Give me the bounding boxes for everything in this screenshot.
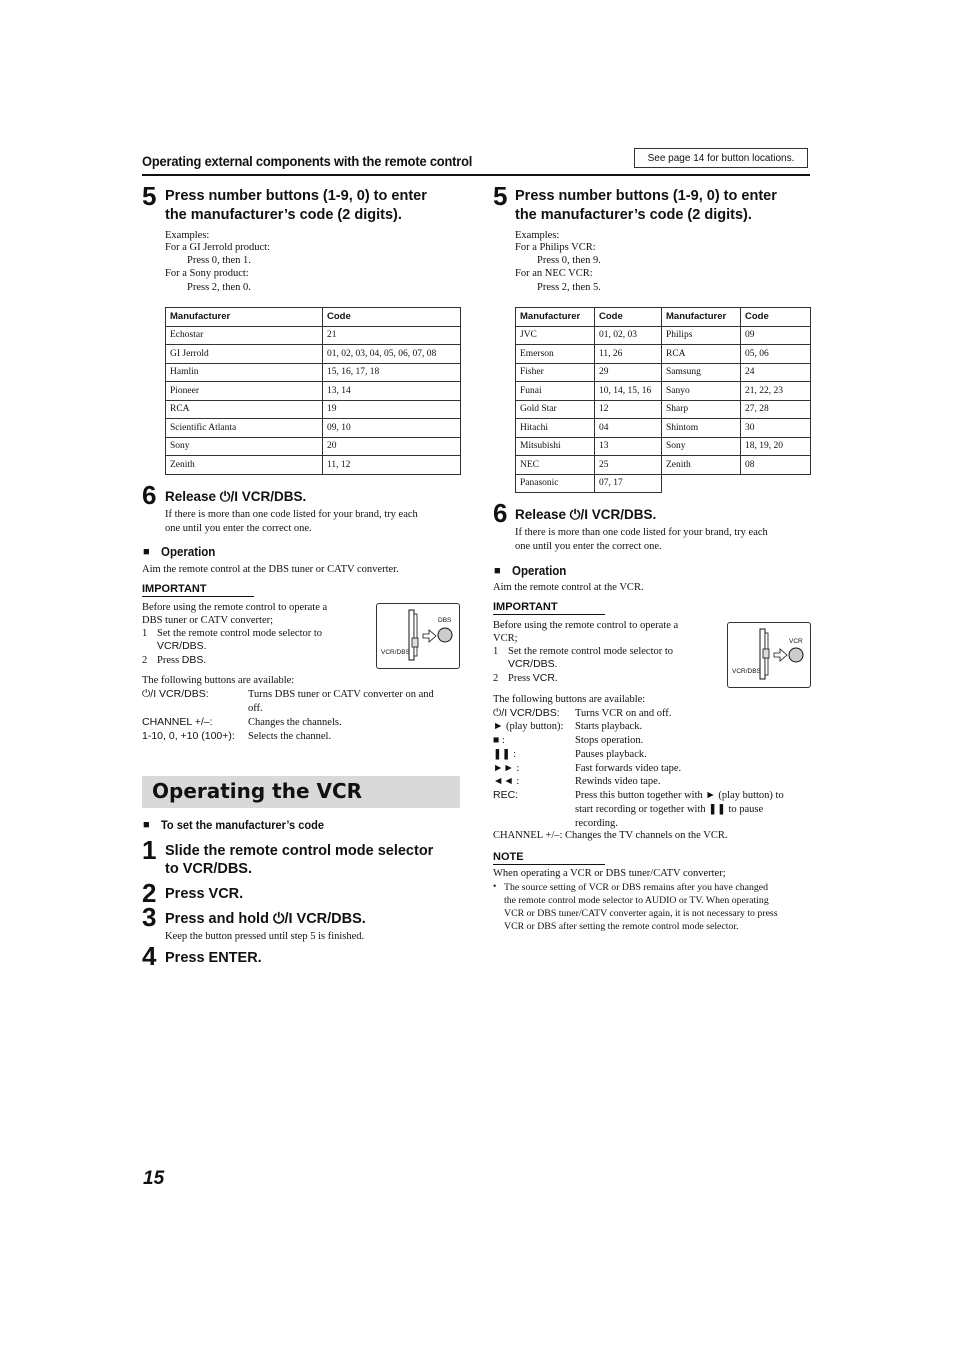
left-step6-number: 6 xyxy=(142,480,157,510)
right-important-step1-num: 1 xyxy=(493,646,499,657)
step2-text: Press VCR. xyxy=(165,886,244,902)
table-cell: 09 xyxy=(741,326,811,345)
table-cell: Echostar xyxy=(166,326,323,345)
left-step6-desc2: one until you enter the correct one. xyxy=(165,523,312,534)
table-row xyxy=(166,382,461,401)
diagram-mode-label: DBS xyxy=(438,617,452,624)
table-cell: 01, 02, 03 xyxy=(595,326,662,345)
table-row xyxy=(166,437,461,456)
left-operation-title: Operation xyxy=(161,545,216,559)
table-cell: 13 xyxy=(595,437,662,456)
step1-line1: Slide the remote control mode selector xyxy=(165,843,434,859)
left-step6-label: Release ⏻/I VCR/DBS. xyxy=(165,489,307,504)
diagram-mode-label: VCR xyxy=(789,638,803,645)
table-cell: RCA xyxy=(662,345,741,364)
left-code-table xyxy=(165,307,461,475)
step3-note: Keep the button pressed until step 5 is finished. xyxy=(165,931,365,942)
right-button-key: ■ : xyxy=(493,735,505,746)
table-cell: 01, 02, 03, 04, 05, 06, 07, 08 xyxy=(323,345,461,364)
vcr-key-text: VCR xyxy=(532,672,555,684)
table-row xyxy=(516,419,811,438)
table-cell: 27, 28 xyxy=(741,400,811,419)
right-note-bullet: The source setting of VCR or DBS remains after you have changed xyxy=(504,882,768,893)
left-step5-number: 5 xyxy=(142,181,157,211)
table-cell: Hamlin xyxy=(166,363,323,382)
table-cell: Sanyo xyxy=(662,382,741,401)
table-cell: Samsung xyxy=(662,363,741,382)
right-important-step1b: VCR/DBS. xyxy=(508,658,558,670)
table-cell: 07, 17 xyxy=(595,474,662,493)
table-cell: 25 xyxy=(595,456,662,475)
left-example2-label: For a Sony product: xyxy=(165,268,249,279)
table-cell: 20 xyxy=(323,437,461,456)
period-text: . xyxy=(203,655,207,666)
table-cell: Scientific Atlanta xyxy=(166,419,323,438)
left-button-key: 1-10, 0, +10 (100+): xyxy=(142,730,235,742)
square-bullet-icon: ■ xyxy=(494,565,501,577)
table-cell: 08 xyxy=(741,456,811,475)
left-buttons-intro: The following buttons are available: xyxy=(142,675,295,686)
table-header-row xyxy=(166,308,461,327)
right-button-key: ❚❚ : xyxy=(493,749,517,760)
left-button-desc: Changes the channels. xyxy=(248,717,342,728)
table-cell: RCA xyxy=(166,400,323,419)
left-important-step1b: VCR/DBS. xyxy=(157,640,207,652)
right-important-step2 xyxy=(508,672,558,686)
right-mode-selector-diagram xyxy=(727,622,811,688)
right-important-step1: Set the remote control mode selector to xyxy=(508,646,674,657)
right-important-heading: IMPORTANT xyxy=(493,601,605,615)
left-mode-selector-diagram xyxy=(376,603,460,669)
right-step6-number: 6 xyxy=(493,498,508,528)
press-text: Press xyxy=(508,673,533,684)
left-important-step1-num: 1 xyxy=(142,628,148,639)
right-button-key: ► (play button): xyxy=(493,721,564,732)
right-step5-number: 5 xyxy=(493,181,508,211)
right-note-line: When operating a VCR or DBS tuner/CATV converter; xyxy=(493,868,726,879)
right-button-desc: Rewinds video tape. xyxy=(575,776,661,787)
table-cell: Funai xyxy=(516,382,595,401)
right-important-step2-num: 2 xyxy=(493,673,499,684)
table-row xyxy=(166,326,461,345)
step3-text: Press and hold ⏻/I VCR/DBS. xyxy=(165,911,366,927)
left-button-key: CHANNEL +/–: xyxy=(142,716,213,728)
left-step6-desc1: If there is more than one code listed for your brand, try each xyxy=(165,509,418,520)
mode-selector-illustration xyxy=(377,604,459,668)
right-button-desc: recording. xyxy=(575,818,618,829)
right-important-line1: Before using the remote control to operate a xyxy=(493,620,679,631)
left-important-line2: DBS tuner or CATV converter; xyxy=(142,615,274,626)
step3-number: 3 xyxy=(142,902,157,932)
right-note-bullet: VCR or DBS tuner/CATV converter again, it is not necessary to press xyxy=(504,908,778,919)
table-row xyxy=(166,419,461,438)
page-header-title: Operating external components with the remote control xyxy=(142,153,473,169)
table-row xyxy=(516,474,811,493)
right-example2-press: Press 2, then 5. xyxy=(537,282,601,293)
square-bullet-icon: ■ xyxy=(143,819,150,831)
table-cell: Hitachi xyxy=(516,419,595,438)
table-cell: 21, 22, 23 xyxy=(741,382,811,401)
table-row xyxy=(166,345,461,364)
diagram-selector-label: VCR/DBS xyxy=(381,649,410,656)
right-operation-desc: Aim the remote control at the VCR. xyxy=(493,582,644,593)
step1-line2: to VCR/DBS. xyxy=(165,861,252,877)
left-important-line1: Before using the remote control to operate a xyxy=(142,602,328,613)
right-operation-title: Operation xyxy=(512,564,567,578)
step4-number: 4 xyxy=(142,941,157,971)
step2-number: 2 xyxy=(142,878,157,908)
table-cell-empty xyxy=(741,474,811,493)
right-button-key: ►► : xyxy=(493,763,520,774)
square-bullet-icon: ■ xyxy=(143,546,150,558)
table-row xyxy=(516,400,811,419)
right-note-heading: NOTE xyxy=(493,851,605,865)
header-rule xyxy=(142,174,810,176)
table-row xyxy=(516,326,811,345)
table-row xyxy=(516,437,811,456)
left-button-desc: off. xyxy=(248,703,263,714)
table-cell: Sony xyxy=(662,437,741,456)
table-row xyxy=(166,400,461,419)
table-cell: 09, 10 xyxy=(323,419,461,438)
table-cell: 15, 16, 17, 18 xyxy=(323,363,461,382)
right-button-desc: Press this button together with ► (play button) to xyxy=(575,790,784,801)
table-cell: 18, 19, 20 xyxy=(741,437,811,456)
press-text: Press xyxy=(157,655,182,666)
right-button-desc: Pauses playback. xyxy=(575,749,647,760)
right-button-key: REC: xyxy=(493,789,519,801)
table-header: Code xyxy=(741,308,811,327)
right-button-key: ⏻/I VCR/DBS: xyxy=(493,707,560,719)
left-examples-label: Examples: xyxy=(165,230,210,241)
left-operation-desc: Aim the remote control at the DBS tuner or CATV converter. xyxy=(142,564,399,575)
diagram-selector-label: VCR/DBS xyxy=(732,668,761,675)
left-important-step1: Set the remote control mode selector to xyxy=(157,628,323,639)
table-cell: 10, 14, 15, 16 xyxy=(595,382,662,401)
right-step6-desc1: If there is more than one code listed for your brand, try each xyxy=(515,527,768,538)
table-cell: 12 xyxy=(595,400,662,419)
right-step5-line2: the manufacturer’s code (2 digits). xyxy=(515,207,752,223)
right-step5-line1: Press number buttons (1-9, 0) to enter xyxy=(515,188,777,204)
table-cell: 29 xyxy=(595,363,662,382)
table-row xyxy=(166,363,461,382)
right-buttons-intro: The following buttons are available: xyxy=(493,694,646,705)
period-text: . xyxy=(554,673,558,684)
right-channel-line: CHANNEL +/–: Changes the TV channels on the VCR. xyxy=(493,830,728,841)
right-button-desc: Starts playback. xyxy=(575,721,643,732)
table-header: Code xyxy=(323,308,461,327)
table-row xyxy=(516,345,811,364)
left-important-step2 xyxy=(157,654,206,668)
left-button-desc: Selects the channel. xyxy=(248,731,332,742)
table-cell: 04 xyxy=(595,419,662,438)
step4-text: Press ENTER. xyxy=(165,950,262,966)
table-cell: 13, 14 xyxy=(323,382,461,401)
table-cell: Sony xyxy=(166,437,323,456)
table-cell: NEC xyxy=(516,456,595,475)
left-step5-line1: Press number buttons (1-9, 0) to enter xyxy=(165,188,427,204)
right-button-desc: start recording or together with ❚❚ to pause xyxy=(575,804,764,815)
table-cell: GI Jerrold xyxy=(166,345,323,364)
table-cell: JVC xyxy=(516,326,595,345)
left-example2-press: Press 2, then 0. xyxy=(187,282,251,293)
left-button-desc: Turns DBS tuner or CATV converter on and xyxy=(248,689,434,700)
table-cell: Panasonic xyxy=(516,474,595,493)
table-cell: Emerson xyxy=(516,345,595,364)
right-important-line2: VCR; xyxy=(493,633,518,644)
bullet-icon: • xyxy=(493,882,497,892)
table-cell: 30 xyxy=(741,419,811,438)
table-cell: Sharp xyxy=(662,400,741,419)
table-cell: Pioneer xyxy=(166,382,323,401)
page-number: 15 xyxy=(143,1168,165,1189)
table-row xyxy=(166,456,461,475)
table-cell: Zenith xyxy=(166,456,323,475)
right-button-desc: Stops operation. xyxy=(575,735,644,746)
table-cell: 05, 06 xyxy=(741,345,811,364)
table-row xyxy=(516,363,811,382)
table-header-row xyxy=(516,308,811,327)
table-cell: Mitsubishi xyxy=(516,437,595,456)
table-cell-empty xyxy=(662,474,741,493)
left-step5-line2: the manufacturer’s code (2 digits). xyxy=(165,207,402,223)
see-page-box: See page 14 for button locations. xyxy=(634,148,808,168)
right-button-desc: Turns VCR on and off. xyxy=(575,708,672,719)
left-important-heading: IMPORTANT xyxy=(142,583,254,597)
right-note-bullet: the remote control mode selector to AUDIO or TV. When operating xyxy=(504,895,769,906)
left-button-key: ⏻/I VCR/DBS: xyxy=(142,688,209,700)
left-example1-press: Press 0, then 1. xyxy=(187,255,251,266)
table-cell: Philips xyxy=(662,326,741,345)
left-important-step2-num: 2 xyxy=(142,655,148,666)
table-cell: 21 xyxy=(323,326,461,345)
mode-selector-illustration xyxy=(728,623,810,687)
right-note-bullet: VCR or DBS after setting the remote control mode selector. xyxy=(504,921,739,932)
table-cell: Gold Star xyxy=(516,400,595,419)
right-step6-desc2: one until you enter the correct one. xyxy=(515,541,662,552)
dbs-key-text: DBS xyxy=(181,654,204,666)
right-code-table xyxy=(515,307,811,493)
table-row xyxy=(516,382,811,401)
table-cell: Zenith xyxy=(662,456,741,475)
table-cell: 11, 12 xyxy=(323,456,461,475)
table-cell: Fisher xyxy=(516,363,595,382)
table-header: Manufacturer xyxy=(662,308,741,327)
section-title: Operating the VCR xyxy=(152,779,363,803)
right-example1-label: For a Philips VCR: xyxy=(515,242,596,253)
manufacturer-code-heading: To set the manufacturer’s code xyxy=(161,818,324,832)
table-cell: Shintom xyxy=(662,419,741,438)
right-step6-label: Release ⏻/I VCR/DBS. xyxy=(515,507,657,522)
right-examples-label: Examples: xyxy=(515,230,560,241)
table-row xyxy=(516,456,811,475)
table-header: Code xyxy=(595,308,662,327)
table-cell: 19 xyxy=(323,400,461,419)
table-header: Manufacturer xyxy=(166,308,323,327)
left-example1-label: For a GI Jerrold product: xyxy=(165,242,270,253)
table-cell: 24 xyxy=(741,363,811,382)
table-header: Manufacturer xyxy=(516,308,595,327)
step1-number: 1 xyxy=(142,835,157,865)
right-example2-label: For an NEC VCR: xyxy=(515,268,593,279)
right-button-key: ◄◄ : xyxy=(493,776,520,787)
right-example1-press: Press 0, then 9. xyxy=(537,255,601,266)
table-cell: 11, 26 xyxy=(595,345,662,364)
right-button-desc: Fast forwards video tape. xyxy=(575,763,682,774)
